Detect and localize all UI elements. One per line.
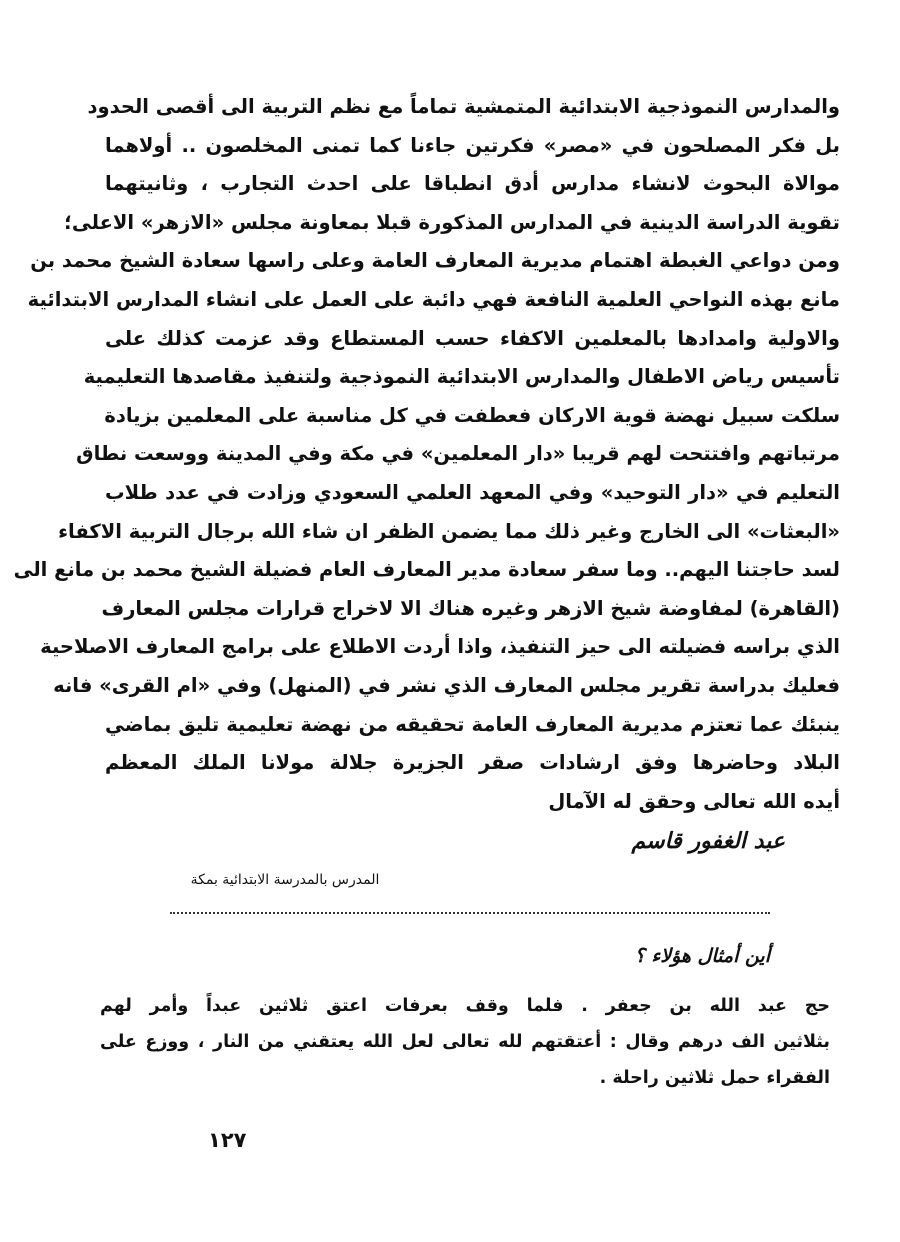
article-body xyxy=(13,88,840,821)
article-line: مرتباتهم وافتتحت لهم قريبا «دار المعلمين» في مكة وفي المدينة ووسعت نطاق xyxy=(76,442,840,466)
article-line: ينبئك عما تعتزم مديرية المعارف العامة تحقيقه من نهضة تعليمية تليق بماضي xyxy=(105,712,840,736)
signature-title: المدرس بالمدرسة الابتدائية بمكة xyxy=(190,872,380,888)
anecdote-heading: أين أمثال هؤلاء ؟ xyxy=(634,945,770,967)
signature-name: عبد الغفور قاسم xyxy=(631,828,785,854)
anecdote-body xyxy=(100,988,830,1096)
article-line: البلاد وحاضرها وفق ارشادات صقر الجزيرة جلالة مولانا الملك المعظم xyxy=(105,751,840,775)
article-line: موالاة البحوث لانشاء مدارس أدق انطباقا على احدث التجارب ، وثانيتهما xyxy=(105,172,840,196)
article-line: سلكت سبيل نهضة قوية الاركان فعطفت في كل مناسبة على المعلمين بزيادة xyxy=(104,403,840,427)
section-divider xyxy=(170,912,770,914)
article-line: ومن دواعي الغبطة اهتمام مديرية المعارف العامة وعلى راسها سعادة الشيخ محمد بن xyxy=(30,249,840,273)
anecdote-line: حج عبد الله بن جعفر . فلما وقف بعرفات اعتق ثلاثين عبداً وأمر لهم xyxy=(100,996,830,1016)
article-line: الذي براسه فضيلته الى حيز التنفيذ، واذا أردت الاطلاع على برامج المعارف الاصلاحية xyxy=(40,635,840,659)
article-line: التعليم في «دار التوحيد» وفي المعهد العلمي السعودي وزادت في عدد طلاب xyxy=(105,480,840,504)
article-line: (القاهرة) لمفاوضة شيخ الازهر وغيره هناك الا لاخراج قرارات مجلس المعارف xyxy=(101,596,840,620)
article-line: تأسيس رياض الاطفال والمدارس الابتدائية النموذجية ولتنفيذ مقاصدها التعليمية xyxy=(83,365,840,389)
article-line: تقوية الدراسة الدينية في المدارس المذكورة قبلا بمعاونة مجلس «الازهر» الاعلى؛ xyxy=(64,210,840,234)
article-line: بل فكر المصلحون في «مصر» فكرتين جاءنا كما تمنى المخلصون .. أولاهما xyxy=(105,133,840,157)
article-line: مانع بهذه النواحي العلمية النافعة فهي دائبة على العمل على انشاء المدارس الابتدائية xyxy=(27,287,840,311)
article-line: فعليك بدراسة تقرير مجلس المعارف الذي نشر في (المنهل) وفي «ام القرى» فانه xyxy=(53,673,840,697)
article-line: «البعثات» الى الخارج وغير ذلك مما يضمن الظفر ان شاء الله برجال التربية الاكفاء xyxy=(58,519,840,543)
anecdote-line: بثلاثين الف درهم وقال : أعتقتهم لله تعالى لعل الله يعتقني من النار ، ووزع على xyxy=(100,1032,830,1052)
article-line: والمدارس النموذجية الابتدائية المتمشية تماماً مع نظم التربية الى أقصى الحدود xyxy=(87,95,840,118)
page-number: ١٢٧ xyxy=(208,1128,247,1152)
article-line-last: أيده الله تعالى وحقق له الآمال xyxy=(548,789,840,813)
article-line: والاولية وامدادها بالمعلمين الاكفاء حسب المستطاع وقد عزمت كذلك على xyxy=(105,326,840,350)
article-line: لسد حاجتنا اليهم.. وما سفر سعادة مدير المعارف العام فضيلة الشيخ محمد بن مانع الى xyxy=(13,558,840,582)
anecdote-line-last: الفقراء حمل ثلاثين راحلة . xyxy=(599,1068,830,1088)
